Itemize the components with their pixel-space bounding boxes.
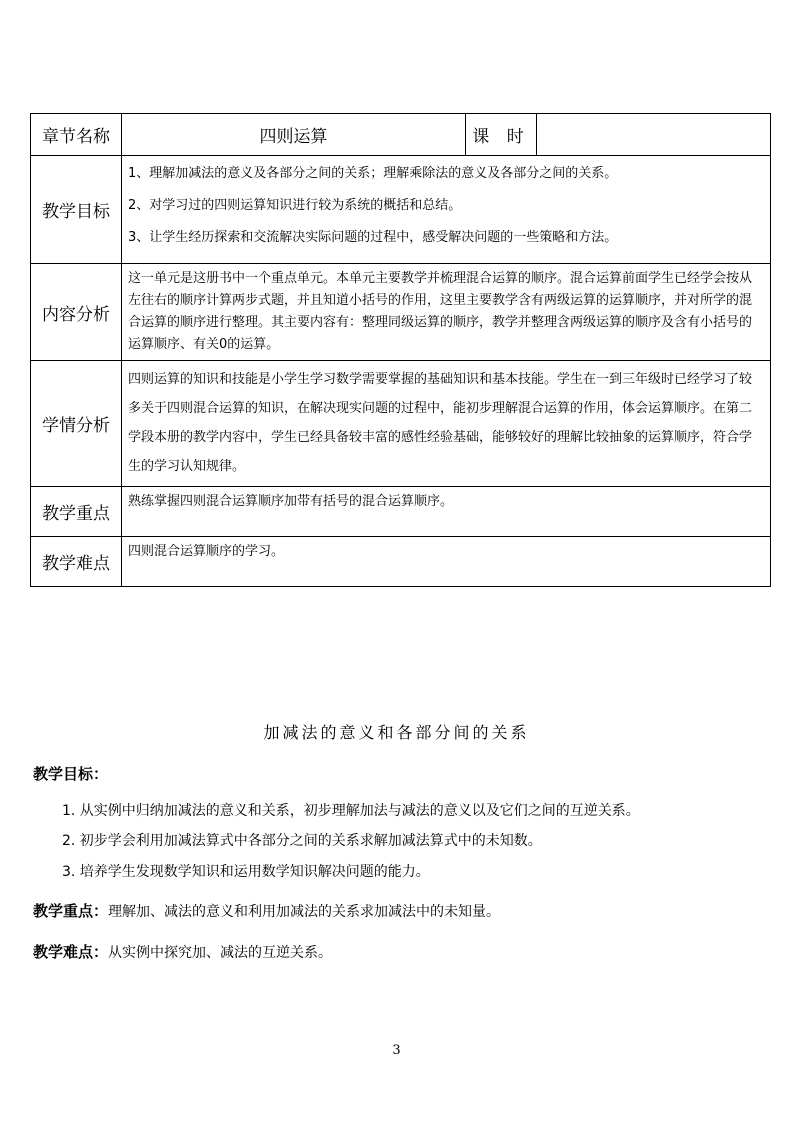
lesson-goal-item: 1. 从实例中归纳加减法的意义和关系，初步理解加法与减法的意义以及它们之间的互逆关系。 (62, 803, 640, 819)
lesson-goals-label: 教学目标： (33, 765, 109, 783)
period-label: 课 时 (466, 114, 537, 156)
goal-item: 1、理解加减法的意义及各部分之间的关系；理解乘除法的意义及各部分之间的关系。 (128, 166, 618, 181)
difficulty-text: 四则混合运算顺序的学习。 (122, 537, 771, 587)
lesson-difficulty-text: 从实例中探究加、减法的互逆关系。 (108, 945, 333, 961)
table-row-content (31, 264, 771, 361)
chapter-label: 章节名称 (31, 114, 122, 156)
students-label: 学情分析 (31, 361, 122, 487)
lesson-key (33, 900, 500, 921)
lesson-goal-item: 2. 初步学会利用加减法算式中各部分之间的关系求解加减法算式中的未知数。 (62, 833, 542, 849)
lesson-difficulty (33, 941, 332, 962)
period-value (537, 114, 771, 156)
key-label: 教学重点 (31, 487, 122, 537)
goals-content (122, 156, 771, 264)
table-row-students (31, 361, 771, 487)
lesson-key-text: 理解加、减法的意义和利用加减法的关系求加减法中的未知量。 (108, 904, 501, 920)
table-row-goals (31, 156, 771, 264)
table-row-difficulty (31, 537, 771, 587)
goals-label: 教学目标 (31, 156, 122, 264)
table-row-key (31, 487, 771, 537)
goal-item: 3、让学生经历探索和交流解决实际问题的过程中，感受解决问题的一些策略和方法。 (128, 230, 618, 245)
table-row-header (31, 114, 771, 156)
difficulty-label: 教学难点 (31, 537, 122, 587)
chapter-value: 四则运算 (122, 114, 466, 156)
lesson-key-label: 教学重点： (33, 902, 109, 920)
page-number: 3 (392, 1043, 401, 1058)
lesson-plan-table (30, 113, 771, 587)
lesson-goals-heading (33, 763, 108, 784)
key-text: 熟练掌握四则混合运算顺序加带有括号的混合运算顺序。 (122, 487, 771, 537)
students-text: 四则运算的知识和技能是小学生学习数学需要掌握的基础知识和基本技能。学生在一到三年级时已经学习了较多关于四则混合运算的知识，在解决现实问题的过程中，能初步理解混合运算的作用，体会运算顺序。在第二学段本册的教学内容中，学生已经具备较丰富的感性经验基础，能够较好的理解比较抽象的运算顺序，符合学生的学习认知规律。 (122, 361, 771, 487)
lesson-goal-item: 3. 培养学生发现数学知识和运用数学知识解决问题的能力。 (62, 864, 430, 880)
goal-item: 2、对学习过的四则运算知识进行较为系统的概括和总结。 (128, 198, 462, 213)
content-text: 这一单元是这册书中一个重点单元。本单元主要教学并梳理混合运算的顺序。混合运算前面学生已经学会按从左往右的顺序计算两步式题，并且知道小括号的作用，这里主要教学含有两级运算的运算顺序，并对所学的混合运算的顺序进行整理。其主要内容有：整理同级运算的顺序，教学并整理含两级运算的顺序及含有小括号的运算顺序、有关0的运算。 (122, 264, 771, 361)
content-label: 内容分析 (31, 264, 122, 361)
lesson-difficulty-label: 教学难点： (33, 943, 109, 961)
lesson-title: 加减法的意义和各部分间的关系 (263, 723, 530, 742)
